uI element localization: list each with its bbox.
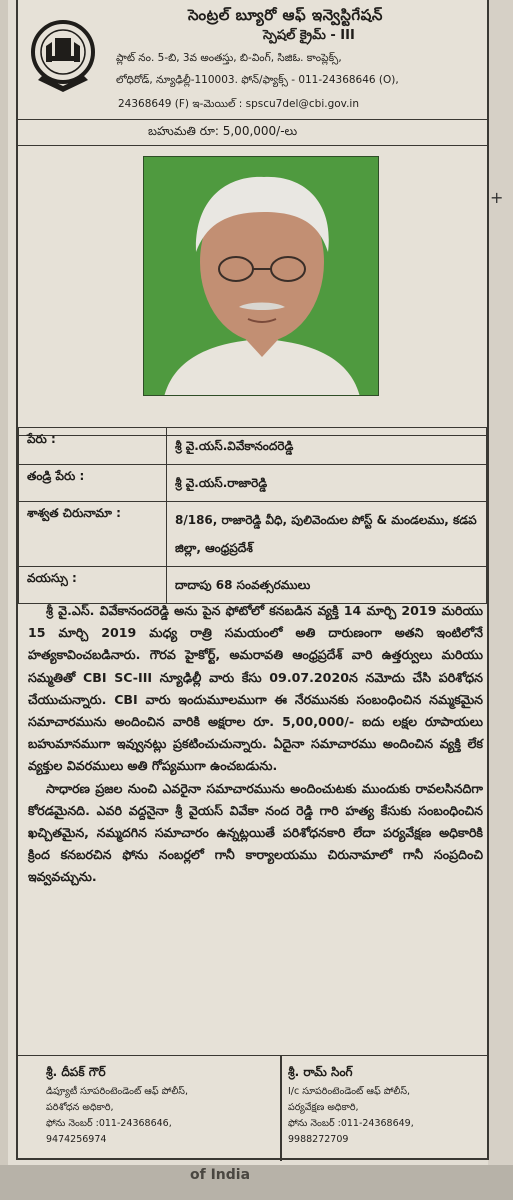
address-row (19, 502, 487, 567)
signatory-divider (280, 1056, 282, 1161)
details-table (18, 427, 487, 604)
address-line-1: ప్లాట్ నం. 5-బి, 3వ అంతస్తు, బి-వింగ్, సిజిఓ. కాంప్లెక్స్, (116, 52, 342, 64)
signatories (18, 1055, 487, 1160)
photo-area (18, 146, 487, 436)
signatory-left-phone: ఫోను నెంబర్ :011-24368646, (46, 1118, 172, 1129)
address-label: శాశ్వత చిరునామా : (19, 502, 167, 567)
age-label: వయస్సు : (19, 567, 167, 604)
signatory-left-mobile: 9474256974 (46, 1134, 107, 1145)
reward-notice (16, 0, 489, 1160)
signatory-right-title: I/c సూపరింటెండెంట్ ఆఫ్ పోలీస్, (288, 1086, 411, 1097)
signatory-right (288, 1064, 508, 1148)
name-row (19, 428, 487, 465)
signatory-left-title: డిప్యూటీ సూపరింటెండెంట్ ఆఫ్ పోలీస్, (46, 1086, 188, 1097)
father-row (19, 465, 487, 502)
father-value: శ్రీ వై.యస్.రాజారెడ్డి (167, 465, 487, 502)
signatory-right-mobile: 9988272709 (288, 1134, 349, 1145)
address-line-2: లోధిరోడ్, న్యూఢిల్లీ-110003. ఫోన్/ఫ్యాక్స్ - 011-24368646 (O), (116, 74, 399, 86)
body-paragraph-2: సాధారణ ప్రజల నుంచి ఎవరైనా సమాచారమును అందించుటకు ముందుకు రావలసినదిగా కోరడమైనది. ఎవరి వద్దనైనా శ్రీ వైయస్ వివేకా నంద రెడ్డి గారి హత్య కేసుకు సంబంధించిన ఖచ్చితమైన, నమ్మదగిన సమాచారం ఉన్నట్లయితే పరిశోధనకారి లేదా పర్యవేక్షణ అధికారికి క్రింద కనబరచిన ఫోను నంబర్లలో గానీ కార్యాలయము చిరునామాలో గానీ సంప్రదించి ఇవ్వవచ్చును. (28, 780, 483, 885)
age-row (19, 567, 487, 604)
body-paragraph-1: శ్రీ వై.ఎస్. వివేకానందరెడ్డి అను పైన ఫోటోలో కనబడిన వ్యక్తి 14 మార్చి 2019 మరియు 15 మార్చి 2019 మధ్య రాత్రి సమయంలో అతి దారుణంగా అతని ఇంటిలోనే హత్యకావించబడినారు. గౌరవ హైకోర్ట్, అమరావతి ఆంధ్రప్రదేశ్ వారి ఉత్తర్వులు మరియు సమ్మతితో CBI SC-III న్యూఢిల్లీ వారు కేసు 09.07.2020న నమోదు చేసి పరిశోధన చేయుచున్నారు. CBI వారు ఇందుమూలముగా ఈ నేరమునకు సంబంధించిన నమ్మకమైన సమాచారమును అందించిన వారికి అక్షరాల రూ. 5,00,000/- ఐదు లక్షల రూపాయలు బహుమానముగా ఇవ్వునట్లు ప్రకటించుచున్నారు. ఏదైనా సమాచారము అందించిన వ్యక్తి లేక వ్యక్తుల వివరములు అతి గోప్యముగా ఉంచబడును. (28, 603, 484, 774)
reward-amount: బహుమతి రూ: 5,00,000/-లు (148, 124, 298, 138)
contact-line: 24368649 (F) ఇ-మెయిల్ : spscu7del@cbi.gov.in (118, 98, 359, 110)
signatory-right-phone: ఫోను నెంబర్ :011-24368649, (288, 1118, 414, 1129)
signatory-right-name: శ్రీ. రామ్ సింగ్ (288, 1065, 353, 1079)
portrait-photo (143, 156, 379, 396)
registration-mark: + (490, 188, 504, 207)
unit-name: స్పెషల్ క్రైమ్ - III (263, 28, 355, 43)
age-value: దాదాపు 68 సంవత్సరములు (167, 567, 487, 604)
footer-text: of India (190, 1167, 251, 1183)
signatory-right-role: పర్యవేక్షణ అధికారి, (288, 1102, 359, 1113)
signatory-left-name: శ్రీ. దీపక్ గౌర్ (46, 1065, 106, 1079)
name-label: పేరు : (19, 428, 167, 465)
address-value: 8/186, రాజారెడ్డి వీధి, పులివెందుల పోస్ట్ & మండలము, కడప జిల్లా, ఆంధ్రప్రదేశ్ (167, 502, 487, 567)
notice-body (28, 600, 483, 889)
notice-header (18, 0, 487, 120)
portrait-icon (144, 157, 379, 396)
name-value: శ్రీ వై.యస్.వివేకానందరెడ్డి (167, 428, 487, 465)
reward-row (18, 120, 487, 146)
agency-name: సెంట్రల్ బ్యూరో ఆఫ్ ఇన్వెస్టిగేషన్ (188, 6, 383, 24)
cbi-emblem-icon (28, 18, 98, 96)
signatory-left (46, 1064, 266, 1148)
father-label: తండ్రి పేరు : (19, 465, 167, 502)
footer-strip (0, 1165, 513, 1200)
signatory-left-role: పరిశోధన అధికారి, (46, 1102, 114, 1113)
page-edge (488, 0, 513, 1200)
